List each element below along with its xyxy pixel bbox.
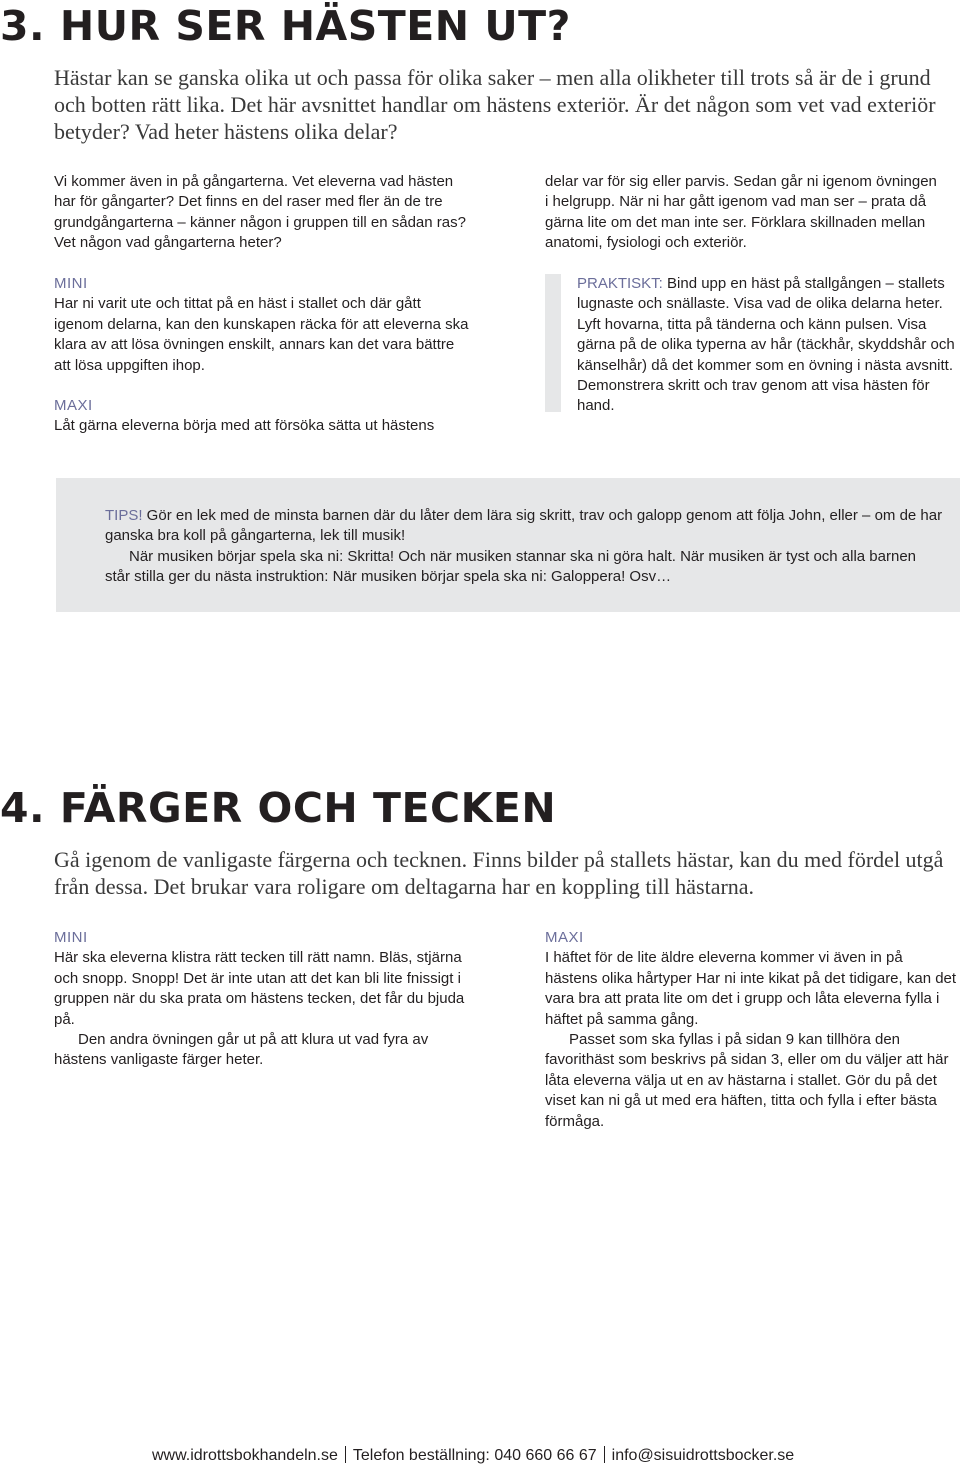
section-3-title: 3. HUR SER HÄSTEN UT? xyxy=(0,2,571,50)
tips-box xyxy=(56,478,960,612)
footer-separator xyxy=(604,1446,605,1463)
maxi-paragraph-1: I häftet för de lite äldre eleverna kommer vi även in på hästens olika hårtyper Har ni inte kikat på det tidigare, kan det vara bra att prata lite om det i grupp och låta eleverna fylla i häftet på samma gång. xyxy=(545,949,957,1028)
praktiskt-text: Bind upp en häst på stallgången – stallets lugnaste och snällaste. Visa vad de olika delarna heter. Lyft hovarna, titta på tänderna och känn pulsen. Visa gärna på de olika typerna av hår (täckhår, skyddshår och känselhår) då det kommer som en övning i nästa avsnitt. Demonstrera skritt och trav genom att visa hästen för hand. xyxy=(577,275,955,415)
section-3-intro-right: delar var för sig eller parvis. Sedan går ni igenom övningen i helgrupp. När ni har gått igenom vad man ser – prata då gärna lite om det man inte ser. Förklara skillnaden mellan anatomi, fysiologi och exteriör. xyxy=(545,173,937,252)
tips-text-1: Gör en lek med de minsta barnen där du låter dem lära sig skritt, trav och galopp genom att följa John, eller – om de har ganska bra koll på gångarterna, lek till musik! xyxy=(105,507,943,545)
tips-paragraph-2: När musiken börjar spela ska ni: Skritta! Och när musiken stannar ska ni göra halt. När musiken är tyst och alla barnen står stilla ger du nästa instruktion: När musiken börjar spela ska ni: Galoppera! Osv… xyxy=(105,548,917,586)
footer-website-link[interactable]: www.idrottsbokhandeln.se xyxy=(152,1447,338,1464)
section-3-lead: Hästar kan se ganska olika ut och passa för olika saker – men alla olikheter till trots så är de i grund och botten rätt lika. Det här avsnittet handlar om hästens exteriör. Är det någon som vet vad exteriör betyder? Vad heter hästens olika delar? xyxy=(54,65,936,144)
section-4-title: 4. FÄRGER OCH TECKEN xyxy=(0,784,557,832)
mini-label: MINI xyxy=(54,929,88,946)
section-4-mini xyxy=(54,928,474,1071)
section-3-mini xyxy=(54,274,474,376)
section-3-intro-left: Vi kommer även in på gångarterna. Vet eleverna vad hästen har för gångarter? Det finns en del raser med fler än de tre grundgångarterna – känner någon i gruppen till en sådan ras? Vet någon vad gångarterna heter? xyxy=(54,173,466,252)
mini-text: Har ni varit ute och tittat på en häst i stallet och där gått igenom delarna, kan den kunskapen räcka för att eleverna ska klara av att lösa övningen enskilt, annars kan det vara bättre att lösa uppgiften ihop. xyxy=(54,295,469,374)
maxi-label: MAXI xyxy=(545,929,584,946)
section-4-lead: Gå igenom de vanligaste färgerna och tecknen. Finns bilder på stallets hästar, kan du med fördel utgå från dessa. Det brukar vara roligare om deltagarna har en koppling till hästarna. xyxy=(54,847,944,899)
tips-label: TIPS! xyxy=(105,507,143,524)
footer-separator xyxy=(345,1446,346,1463)
section-3-maxi xyxy=(54,396,474,437)
maxi-label: MAXI xyxy=(54,397,93,414)
mini-label: MINI xyxy=(54,275,88,292)
tips-paragraph-1 xyxy=(105,506,945,547)
footer xyxy=(152,1446,794,1466)
praktiskt-label: PRAKTISKT: xyxy=(577,275,663,292)
footer-phone: Telefon beställning: 040 660 66 67 xyxy=(352,1447,597,1464)
praktiskt-accent-bar xyxy=(545,274,561,412)
maxi-text: Låt gärna eleverna börja med att försöka sätta ut hästens xyxy=(54,417,435,435)
mini-paragraph-2: Den andra övningen går ut på att klura ut vad fyra av hästens vanligaste färger heter. xyxy=(54,1031,429,1069)
maxi-paragraph-2: Passet som ska fyllas i på sidan 9 kan tillhöra den favorithäst som beskrivs på sidan 3, eller om du väljer att här låta eleverna välja ut en av hästarna i stallet. Gör du på det viset kan ni gå ut med era häften, titta och fylla i efter bästa förmåga. xyxy=(545,1031,949,1130)
mini-paragraph-1: Här ska eleverna klistra rätt tecken till rätt namn. Bläs, stjärna och snopp. Snopp! Det är inte utan att det kan bli lite fnissigt i gruppen när du ska prata om hästens tecken, det får du bjuda på. xyxy=(54,949,465,1028)
praktiskt-block xyxy=(577,274,957,417)
section-4-maxi xyxy=(545,928,959,1132)
footer-email-link[interactable]: info@sisuidrottsbocker.se xyxy=(611,1447,795,1464)
